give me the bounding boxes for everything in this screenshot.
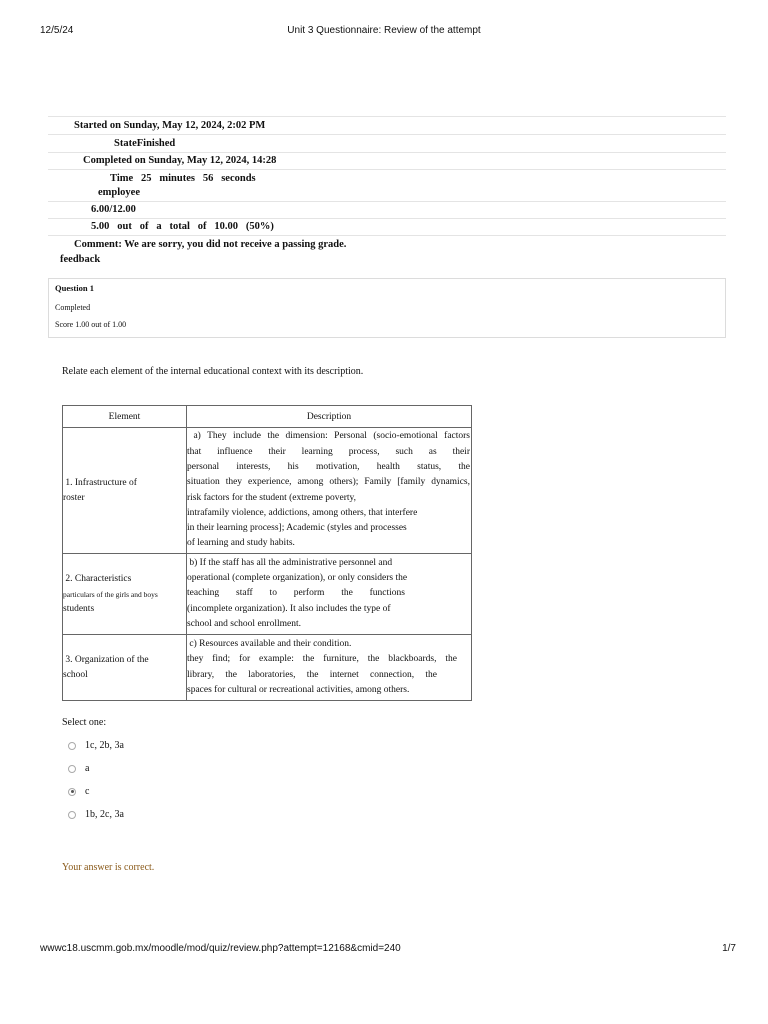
description-line: a) They include the dimension: Personal (socio-emotional factors	[187, 431, 470, 442]
started-text: Started on Sunday, May 12, 2024, 2:02 PM	[74, 120, 266, 131]
description-cell	[187, 554, 472, 635]
answer-option[interactable]	[68, 786, 89, 797]
question-info-box	[48, 278, 726, 338]
answer-option[interactable]	[68, 809, 124, 820]
description-line: (incomplete organization). It also includes the type of	[187, 603, 391, 614]
description-line: teaching staff to perform the functions	[187, 588, 405, 599]
description-line: in their learning process]; Academic (styles and processes	[187, 523, 407, 534]
description-cell	[187, 428, 472, 554]
question-score: Score 1.00 out of 1.00	[55, 320, 127, 329]
answer-option-label: 1c, 2b, 3a	[85, 740, 124, 751]
description-line: they find; for example: the furniture, the blackboards, the	[187, 654, 457, 665]
description-line: risk factors for the student (extreme poverty,	[187, 492, 357, 503]
description-line: spaces for cultural or recreational activities, among others.	[187, 684, 410, 695]
answer-option-label: 1b, 2c, 3a	[85, 809, 124, 820]
state-text: StateFinished	[114, 138, 176, 149]
context-table	[62, 405, 472, 701]
answer-option[interactable]	[68, 740, 124, 751]
answer-option-label: a	[85, 763, 90, 774]
answer-feedback: Your answer is correct.	[62, 862, 155, 873]
description-line: intrafamily violence, addictions, among others, that interfere	[187, 507, 418, 518]
print-date: 12/5/24	[40, 25, 74, 36]
header-description: Description	[187, 406, 472, 428]
description-line: b) If the staff has all the administrative personnel and	[187, 557, 393, 568]
table-row	[63, 554, 472, 635]
summary-state	[48, 134, 726, 152]
print-page-number: 1/7	[722, 943, 736, 954]
description-line: situation they experience, among others); Family [family dynamics,	[187, 477, 470, 488]
summary-completed	[48, 152, 726, 169]
radio-button[interactable]	[68, 742, 76, 750]
table-row	[63, 428, 472, 554]
description-line: that influence their learning process, such as their	[187, 446, 470, 457]
description-line: operational (complete organization), or only considers the	[187, 573, 408, 584]
grade-text: 5.00 out of a total of 10.00 (50%)	[91, 221, 274, 232]
select-one-label: Select one:	[62, 717, 107, 728]
table-row	[63, 635, 472, 701]
radio-button[interactable]	[68, 765, 76, 773]
comment-text: Comment: We are sorry, you did not receive a passing grade.	[74, 239, 347, 250]
element-line: 2. Characteristics	[63, 573, 132, 584]
description-line: c) Resources available and their condition.	[187, 638, 352, 649]
element-cell	[63, 554, 187, 635]
element-line: particulars of the girls and boys	[63, 589, 158, 599]
marks-text: 6.00/12.00	[91, 204, 136, 215]
question-number: Question 1	[55, 283, 94, 293]
element-line: students	[63, 603, 95, 614]
description-line: personal interests, his motivation, health status, the	[187, 461, 470, 472]
table-header-row	[63, 406, 472, 428]
element-line: 3. Organization of the	[63, 654, 149, 665]
summary-started	[48, 116, 726, 134]
element-line: roster	[63, 492, 85, 503]
completed-text: Completed on Sunday, May 12, 2024, 14:28	[83, 155, 277, 166]
time-text-2: employee	[98, 187, 140, 198]
question-state: Completed	[55, 303, 91, 312]
summary-comment	[48, 235, 726, 267]
comment-text-2: feedback	[60, 254, 101, 265]
radio-button-selected[interactable]	[68, 788, 76, 796]
element-line: school	[63, 669, 88, 680]
radio-button[interactable]	[68, 811, 76, 819]
header-element: Element	[63, 406, 187, 428]
attempt-summary	[48, 116, 726, 267]
answer-option-label: c	[85, 786, 90, 797]
summary-grade	[48, 218, 726, 235]
question-prompt: Relate each element of the internal educational context with its description.	[62, 366, 364, 377]
answer-option[interactable]	[68, 763, 89, 774]
description-line: school and school enrollment.	[187, 618, 301, 629]
print-url: wwwc18.uscmm.gob.mx/moodle/mod/quiz/review.php?attempt=12168&cmid=240	[40, 943, 401, 954]
summary-time	[48, 169, 726, 201]
description-line: of learning and study habits.	[187, 538, 295, 549]
print-title: Unit 3 Questionnaire: Review of the attempt	[287, 25, 481, 36]
element-line: 1. Infrastructure of	[63, 477, 137, 488]
element-cell	[63, 428, 187, 554]
description-cell	[187, 635, 472, 701]
time-text: Time 25 minutes 56 seconds	[110, 173, 256, 184]
element-cell	[63, 635, 187, 701]
summary-marks	[48, 201, 726, 218]
description-line: library, the laboratories, the internet connection, the	[187, 669, 437, 680]
